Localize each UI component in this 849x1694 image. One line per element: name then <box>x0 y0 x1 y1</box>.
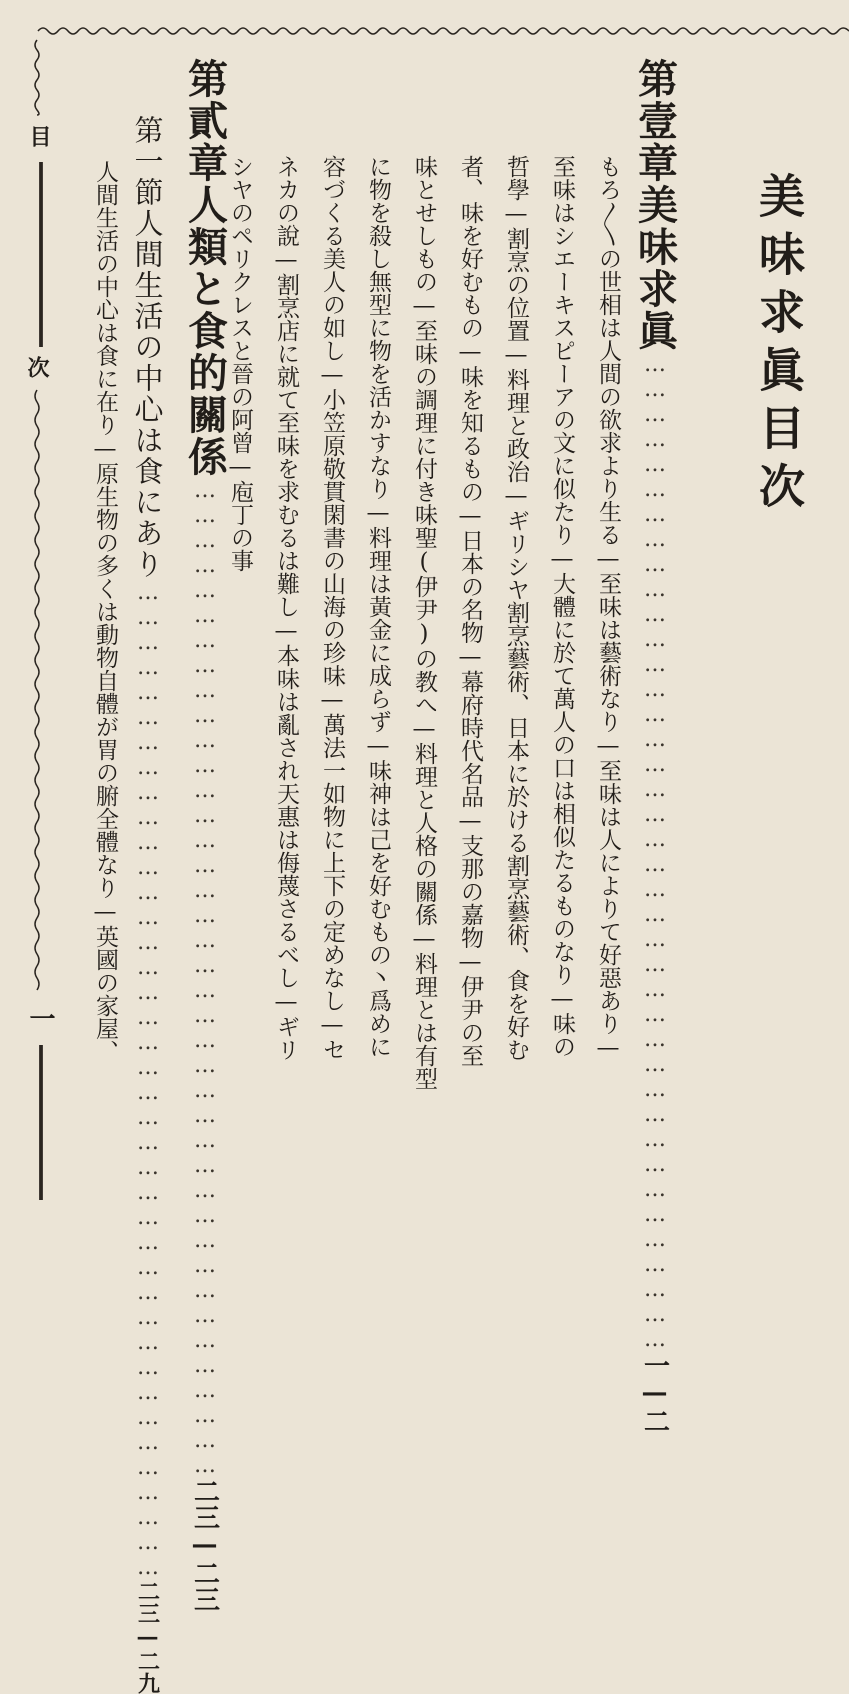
left-border-ornament-1 <box>32 40 42 115</box>
chapter-2-heading <box>180 58 230 1612</box>
section-1-pages: 二三—二九 <box>134 1580 161 1694</box>
top-border-ornament <box>38 24 849 38</box>
chapter-1-pages: 一—二 <box>639 1352 670 1434</box>
margin-label-moku: 目 <box>26 125 52 147</box>
left-border-ornament-2 <box>32 390 42 990</box>
chapter-1-text-line: シヤのペリクレスと晉の阿曾—庖丁の事 <box>227 155 253 572</box>
chapter-1-text-line: 者、味を好むもの—味を知るもの—日本の名物—幕府時代名品—支那の嘉物—伊尹の至 <box>457 155 483 1067</box>
section-1-text-line: 人間生活の中心は食に在り—原生物の多くは動物自體が胃の腑全體なり—英國の家屋、 <box>92 160 118 1063</box>
left-border-line-2 <box>36 1045 46 1200</box>
chapter-1-leader: ………………………………………………………………………………………………………… <box>642 352 668 1352</box>
chapter-2-pages: 二三—二三 <box>189 1478 220 1612</box>
chapter-1-title: 美味求眞 <box>631 184 679 352</box>
chapter-2-label: 第貳章 <box>181 58 229 184</box>
left-border-line-1 <box>36 162 46 347</box>
chapter-1-text-line: に物を殺し無型に物を活かすなり—料理は黃金に成らず—味神は己を好むもの丶爲めに <box>365 155 391 1058</box>
chapter-1-text-line: 哲學—割烹の位置—料理と政治—ギリシヤ割烹藝術、日本に於ける割烹藝術、食を好む <box>503 155 529 1061</box>
page-title: 美味求眞目次 <box>752 172 806 520</box>
chapter-1-text-line: もろ〳〵の世相は人間の欲求より生る—至味は藝術なり—至味は人によりて好惡あり— <box>595 155 621 1061</box>
page-number: 一 <box>25 1005 55 1031</box>
chapter-1-label: 第壹章 <box>631 58 679 184</box>
chapter-1-text-line: 容づくる美人の如し—小笠原敬貫閑書の山海の珍味—萬法一如物に上下の定めなし—セ <box>319 155 345 1061</box>
chapter-2-leader: ………………………………………………………………………………………………………… <box>192 478 218 1478</box>
chapter-1-text-line: 味とせしもの—至味の調理に付き味聖(伊尹)の教へ—料理と人格の關係—料理とは有型 <box>411 155 437 1090</box>
section-1-heading <box>128 115 168 1694</box>
section-1-label: 第一節 <box>130 115 165 208</box>
chapter-2-title: 人類と食的關係 <box>181 184 229 478</box>
chapter-1-heading <box>630 58 680 1434</box>
section-1-title: 人間生活の中心は食にあり <box>130 208 165 580</box>
section-1-leader: ………………………………………………………………………………………………………… <box>135 580 161 1580</box>
chapter-1-text-line: 至味はシエーキスピーアの文に似たり—大體に於て萬人の口は相似たるものなり—味の <box>549 155 575 1058</box>
chapter-1-text-line: ネカの說—割烹店に就て至味を求むるは難し—本味は亂され天惠は侮蔑さるべし—ギリ <box>273 155 299 1061</box>
margin-label-ji: 次 <box>24 356 50 378</box>
